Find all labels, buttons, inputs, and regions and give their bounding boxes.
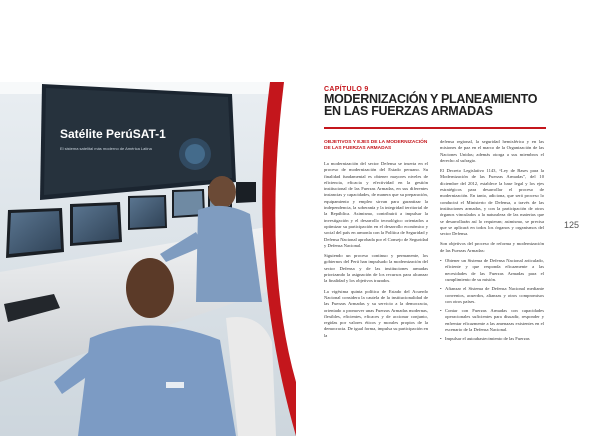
section-heading: OBJETIVOS Y EJES DE LA MODERNIZACIÓN DE LAS FUERZAS ARMADAS xyxy=(324,140,428,151)
list-item: • Impulsar el autoabastecimiento de las Fuerzas xyxy=(440,336,544,342)
list-item: • Contar con Fuerzas Armadas con capacidades operacionales suficientes para disuadir, responder y enfrentar eficazmente a las amenazas existentes en el escenario de la Defensa Nacional. xyxy=(440,308,544,333)
wall-display-subtitle: El sistema satelital más moderno de América Latina xyxy=(60,146,152,151)
paragraph: defensa regional, la seguridad hemisférica y en las misiones de paz en el marco de la Organización de las Naciones Unidas; además otorga a sus miembros el derecho al sufragio. xyxy=(440,139,544,163)
paragraph: El Decreto Legislativo 1143, “Ley de Bases para la Modernización de las Fuerzas Armadas”, del 10 diciembre del 2012, establece la base legal y los ejes estratégicos para desarrollar el proceso de modernización. En tanto, adiciona, que será proceso lo conducirá el Ministerio de Defensa, a través de las instituciones armadas, y con la participación de otros órganos vinculados a la naturaleza de las materias que se desarrollarán así lo requieran; asimismo, se precisa que se aplicará en todos los órganos y organismos del sector Defensa. xyxy=(440,168,544,237)
objectives-list xyxy=(440,258,544,343)
satellite-operations-photo xyxy=(0,82,296,436)
list-item: • Obtener un Sistema de Defensa Nacional articulado, eficiente y que responda eficazmente a las necesidades de las Fuerzas Armadas para el cumplimiento de su misión. xyxy=(440,258,544,283)
title-divider xyxy=(324,127,546,129)
page-number: 125 xyxy=(564,220,580,230)
wall-display xyxy=(40,84,236,200)
paragraph: Son objetivos del proceso de reforma y modernización de las Fuerzas Armadas: xyxy=(440,241,544,253)
paragraph: La modernización del sector Defensa se inserta en el proceso de modernización del Estado peruano. Su finalidad fundamental es obtener mayores niveles de eficiencia, eficacia y efectividad en la gestión institucional de las Fuerzas Armadas, en sus diferentes instancias y capacidades, de manera que su preparación, equipamiento y empleo sirvan para garantizar la independencia, la soberanía y la integridad territorial de la República. Asimismo, contribuirá a impulsar la investigación y el desarrollo tecnológico orientados a optimizar su participación en el desarrollo económico y social del país en armonía con la Política de Seguridad y Defensa Nacional aprobada por el Consejo de Seguridad y Defensa Nacional. xyxy=(324,161,428,248)
paragraph: La vigésima quinta política de Estado del Acuerdo Nacional considera la cautela de la institucionalidad de las Fuerzas Armadas y su servicio a la democracia, orientado a promover unas Fuerzas Armadas modernas, flexibles, eficientes, eficaces y de accionar conjunto, regidas por valores éticos y morales propios de la democracia. De igual forma, impulsa su participación en la xyxy=(324,288,428,338)
chapter-title: MODERNIZACIÓN Y PLANEAMIENTO EN LAS FUERZAS ARMADAS xyxy=(324,92,538,118)
list-item: • Afianzar el Sistema de Defensa Nacional mediante convenios, acuerdos, alianzas y otros compromisos con otros países. xyxy=(440,286,544,305)
wall-display-title: Satélite PerúSAT-1 xyxy=(60,127,166,141)
right-text-column xyxy=(440,139,544,346)
left-text-column xyxy=(324,140,428,343)
chapter-label: CAPÍTULO 9 xyxy=(324,86,369,93)
paragraph: Siguiendo un proceso continuo y permanente, los gobiernos del Perú han impulsado la modernización del sector Defensa y de las instituciones armadas priorizando la asignación de los recursos para alcanzar la finalidad y los objetivos trazados. xyxy=(324,253,428,284)
